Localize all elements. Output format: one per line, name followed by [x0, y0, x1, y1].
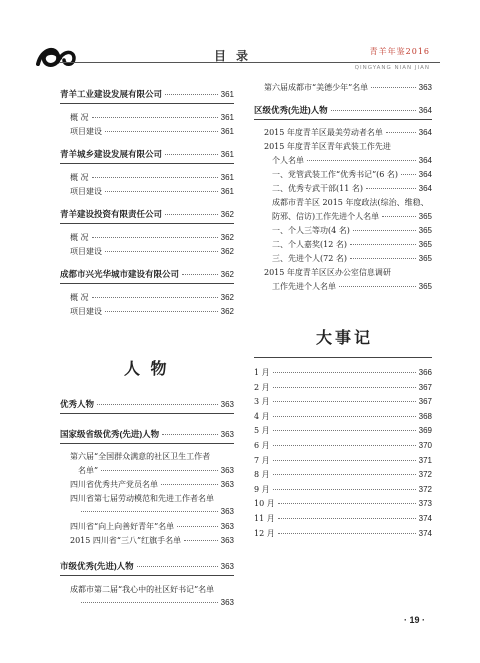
section-heading-people: 人 物	[124, 361, 170, 378]
toc-entry[interactable]: 防邪、信访)工作先进个人名单 365	[272, 212, 432, 221]
yearbook-brand-en: QINGYANG NIAN JIAN	[354, 65, 430, 71]
toc-entry[interactable]: 363	[78, 507, 234, 516]
toc-month-entry[interactable]: 7 月 371	[254, 455, 432, 465]
section-rule	[60, 103, 234, 104]
toc-section-entry[interactable]: 市级优秀(先进)人物 363	[60, 561, 234, 571]
toc-entry-line[interactable]: 四川省第七届劳动模范和先进工作者名单	[70, 494, 214, 503]
toc-entry[interactable]: 2015 年度青羊区最美劳动者名单 364	[264, 128, 432, 137]
toc-entry[interactable]: 名单” 363	[78, 466, 234, 475]
toc-entry[interactable]: 第六届成都市“美德少年”名单 363	[264, 83, 432, 92]
toc-entry[interactable]: 一、个人三等功(4 名) 365	[272, 226, 432, 235]
toc-section-entry[interactable]: 青羊城乡建设发展有限公司 361	[60, 149, 234, 159]
toc-month-entry[interactable]: 8 月 372	[254, 470, 432, 480]
toc-entry[interactable]: 工作先进个人名单 365	[272, 282, 432, 291]
toc-entry[interactable]: 363	[78, 598, 234, 607]
toc-entry[interactable]: 概 况 361	[70, 113, 234, 122]
toc-entry[interactable]: 项目建设 362	[70, 247, 234, 256]
toc-month-entry[interactable]: 12 月 374	[254, 528, 432, 538]
toc-month-entry[interactable]: 5 月 369	[254, 426, 432, 436]
toc-entry[interactable]: 项目建设 362	[70, 307, 234, 316]
toc-entry-line[interactable]: 第六届“全国群众满意的社区卫生工作者	[70, 452, 211, 461]
toc-month-entry[interactable]: 1 月 366	[254, 368, 432, 377]
section-rule	[60, 443, 234, 444]
page-number: · 19 ·	[404, 615, 426, 625]
toc-entry-line[interactable]: 2015 年度青羊区青年武装工作先进	[264, 142, 391, 151]
toc-entry[interactable]: 概 况 361	[70, 173, 234, 182]
toc-section-entry[interactable]: 区级优秀(先进)人物 364	[254, 105, 432, 115]
toc-entry[interactable]: 一、党管武装工作“优秀书记”(6 名) 364	[272, 170, 432, 179]
toc-section-entry[interactable]: 国家级省级优秀(先进)人物 363	[60, 429, 234, 439]
toc-entry[interactable]: 项目建设 361	[70, 127, 234, 136]
toc-section-entry[interactable]: 优秀人物 363	[60, 399, 234, 409]
toc-entry[interactable]: 四川省“向上向善好青年”名单 363	[70, 522, 234, 531]
toc-entry[interactable]: 二、优秀专武干部(11 名) 364	[272, 184, 432, 193]
toc-entry-line[interactable]: 成都市青羊区 2015 年度政法(综治、维稳、	[272, 198, 429, 207]
section-heading-chronicle: 大事记	[316, 330, 374, 347]
section-rule	[254, 357, 432, 358]
toc-entry-line[interactable]: 成都市第二届“我心中的社区好书记”名单	[70, 585, 215, 594]
section-rule	[60, 413, 234, 414]
toc-month-entry[interactable]: 3 月 367	[254, 397, 432, 407]
yearbook-brand: 青羊年鉴2016	[369, 47, 430, 56]
page-title: 目录	[214, 49, 259, 63]
toc-entry[interactable]: 二、个人嘉奖(12 名) 365	[272, 240, 432, 249]
toc-month-entry[interactable]: 10 月 373	[254, 499, 432, 509]
toc-month-entry[interactable]: 9 月 372	[254, 484, 432, 494]
toc-entry[interactable]: 三、先进个人(72 名) 365	[272, 254, 432, 263]
toc-month-entry[interactable]: 2 月 367	[254, 382, 432, 392]
section-rule	[60, 283, 234, 284]
toc-section-entry[interactable]: 青羊工业建设发展有限公司 361	[60, 89, 234, 99]
header-rule	[60, 62, 440, 63]
toc-entry-line[interactable]: 2015 年度青羊区区办公室信息调研	[264, 268, 391, 277]
toc-month-entry[interactable]: 4 月 368	[254, 411, 432, 421]
section-rule	[60, 575, 234, 576]
toc-entry[interactable]: 2015 四川省“三八”红旗手名单 363	[70, 536, 234, 545]
toc-month-entry[interactable]: 11 月 374	[254, 514, 432, 523]
toc-section-entry[interactable]: 成都市兴光华城市建设有限公司 362	[60, 269, 234, 279]
toc-entry[interactable]: 个人名单 364	[272, 156, 432, 165]
yearbook-logo-icon	[34, 40, 78, 72]
toc-entry[interactable]: 概 况 362	[70, 293, 234, 302]
section-rule	[254, 119, 432, 120]
toc-entry[interactable]: 项目建设 361	[70, 187, 234, 196]
toc-entry[interactable]: 四川省优秀共产党员名单 363	[70, 480, 234, 489]
section-rule	[60, 163, 234, 164]
toc-entry[interactable]: 概 况 362	[70, 233, 234, 242]
section-rule	[60, 223, 234, 224]
toc-section-entry[interactable]: 青羊建设投资有限责任公司 362	[60, 209, 234, 219]
toc-month-entry[interactable]: 6 月 370	[254, 441, 432, 450]
